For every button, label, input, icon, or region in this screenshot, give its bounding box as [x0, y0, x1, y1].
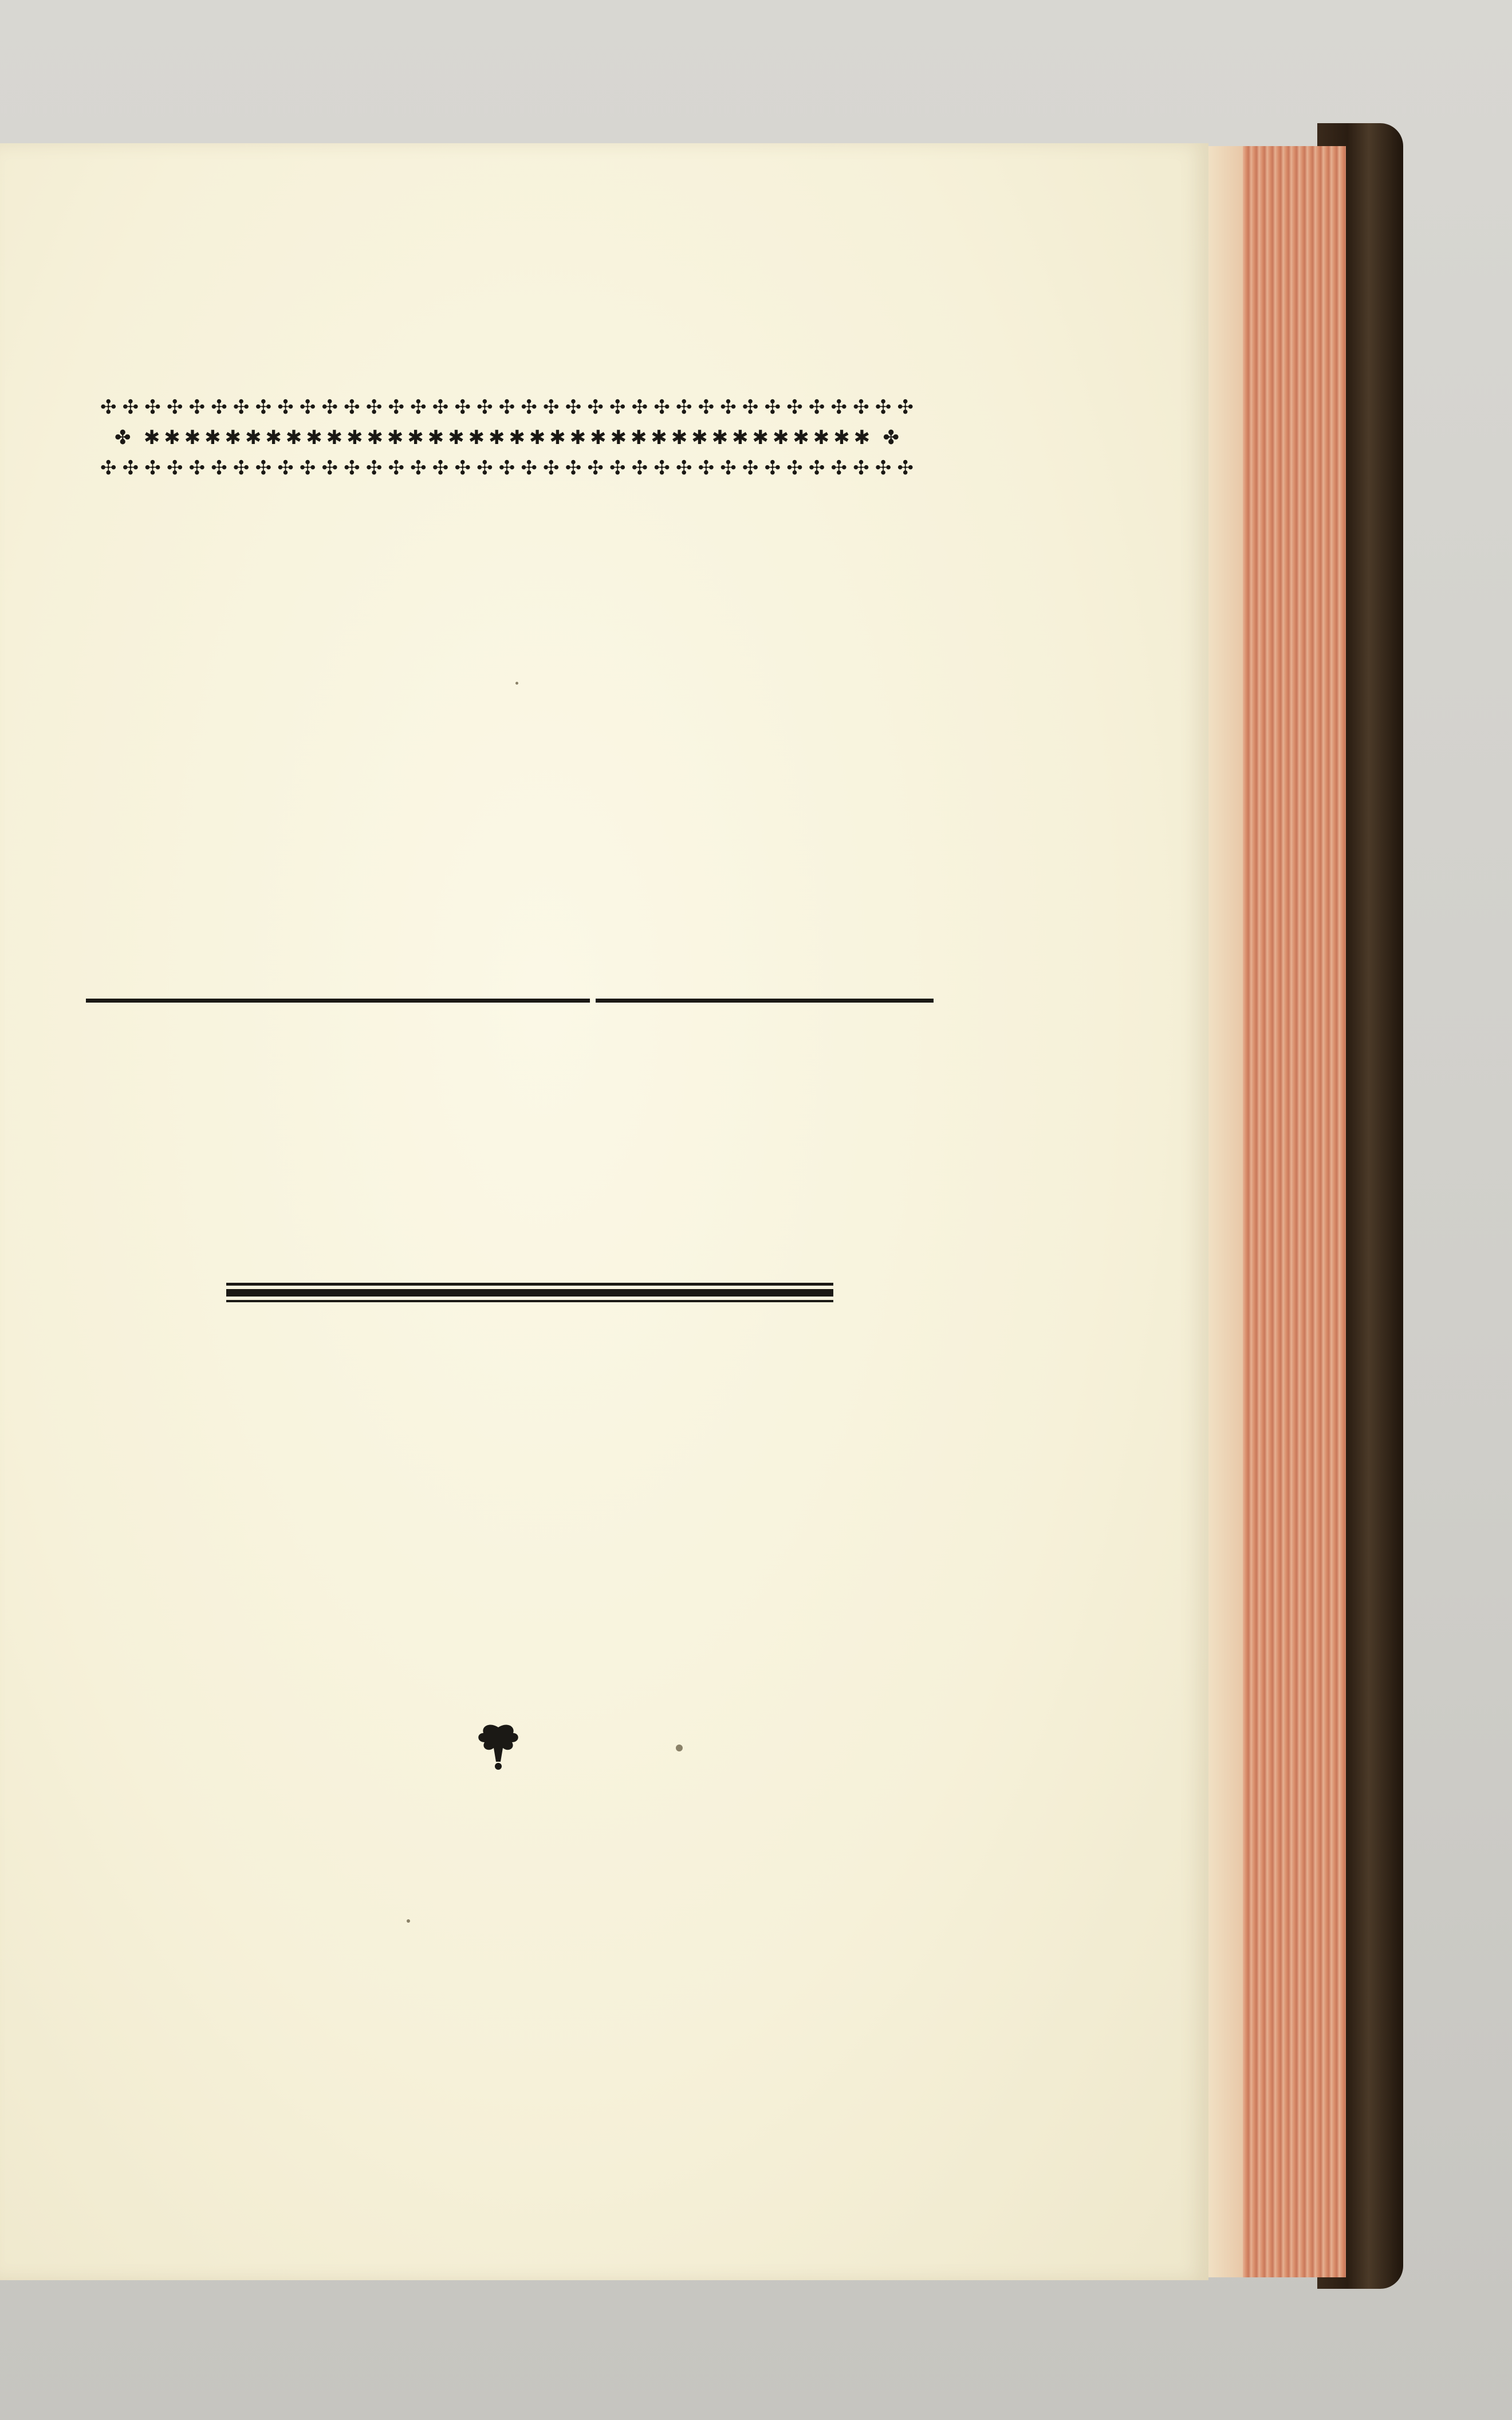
fleuron-ornament	[470, 1716, 527, 1773]
paper-speck	[515, 682, 518, 685]
svg-text:✣✣✣✣✣✣✣✣✣✣✣✣✣✣✣✣✣✣✣✣✣✣✣✣✣✣✣✣✣✣: ✣✣✣✣✣✣✣✣✣✣✣✣✣✣✣✣✣✣✣✣✣✣✣✣✣✣✣✣✣✣✣✣✣✣✣✣✣	[100, 397, 914, 418]
star-rule	[54, 816, 959, 857]
page-edges	[1203, 146, 1346, 2277]
body-paragraph	[54, 1303, 959, 1309]
double-rule	[86, 997, 934, 1005]
paper-speck	[676, 1745, 683, 1751]
ornament-band	[54, 338, 959, 556]
svg-text:✤ ✱✱✱✱✱✱✱✱✱✱✱✱✱✱✱✱✱✱✱✱✱✱✱✱✱✱✱✱: ✤ ✱✱✱✱✱✱✱✱✱✱✱✱✱✱✱✱✱✱✱✱✱✱✱✱✱✱✱✱✱✱✱✱✱✱✱✱ ✤	[115, 427, 899, 449]
paper-speck	[407, 1919, 410, 1923]
svg-text:✣✣✣✣✣✣✣✣✣✣✣✣✣✣✣✣✣✣✣✣✣✣✣✣✣✣✣✣✣✣: ✣✣✣✣✣✣✣✣✣✣✣✣✣✣✣✣✣✣✣✣✣✣✣✣✣✣✣✣✣✣✣✣✣✣✣✣✣	[100, 458, 914, 479]
